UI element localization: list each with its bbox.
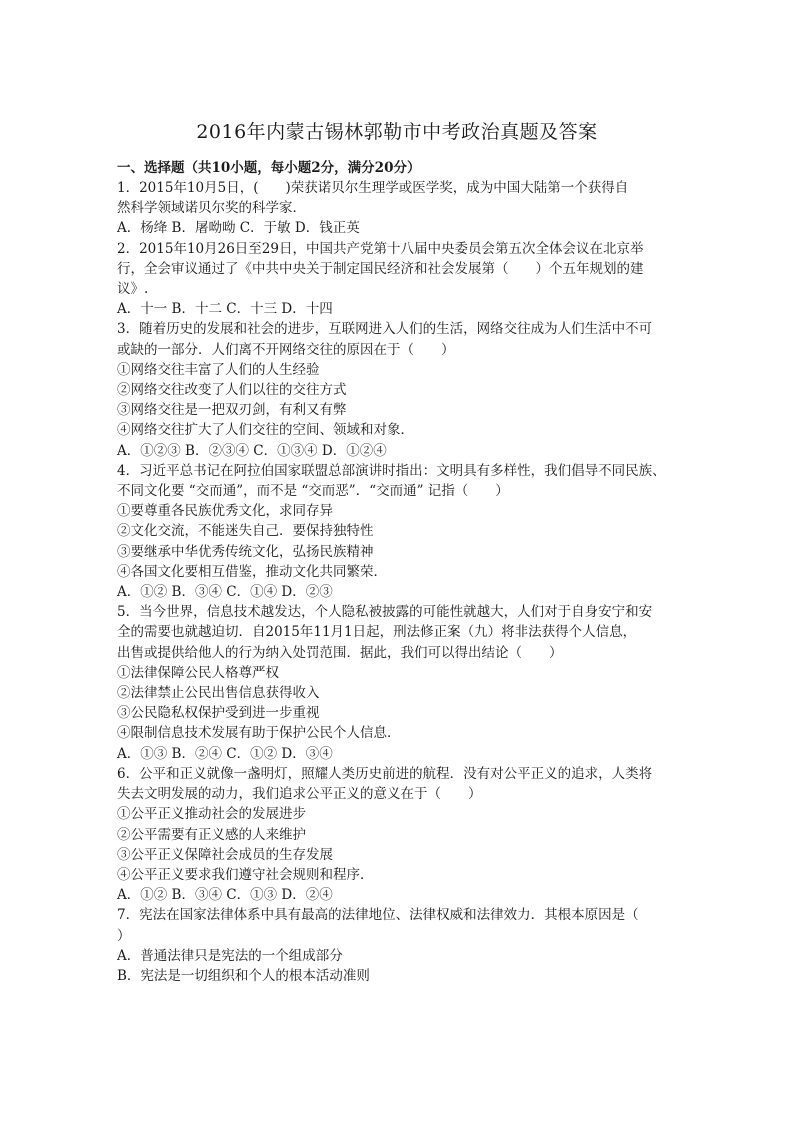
text-line: ③要继承中华优秀传统文化，弘扬民族精神	[117, 543, 374, 560]
text-line: ①网络交往丰富了人们的人生经验	[117, 361, 320, 378]
text-line: ④公平正义要求我们遵守社会规则和程序．	[117, 866, 374, 883]
text-line: A．①③ B．②④ C．①② D．③④	[117, 745, 333, 762]
text-line: 4．习近平总书记在阿拉伯国家联盟总部演讲时指出：文明具有多样性，我们倡导不同民族、	[117, 462, 666, 479]
text-line: ③网络交往是一把双刃剑，有利又有弊	[117, 402, 347, 419]
text-line: ②网络交往改变了人们以往的交往方式	[117, 382, 347, 399]
document-body	[117, 158, 687, 986]
text-line: ①公平正义推动社会的发展进步	[117, 806, 306, 823]
text-line: 行，全会审议通过了《中共中央关于制定国民经济和社会发展第（ ）个五年规划的建	[117, 260, 644, 277]
text-line: 1．2015年10月5日，( )荣获诺贝尔生理学或医学奖，成为中国大陆第一个获得自	[117, 180, 629, 196]
section-heading: 一、选择题（共10小题，每小题2分，满分20分）	[117, 160, 421, 176]
text-line: 不同文化要 “交而通”，而不是 “交而恶”．“交而通” 记指（ ）	[117, 483, 509, 500]
text-line: 7．宪法在国家法律体系中具有最高的法律地位、法律权威和法律效力．其根本原因是（	[117, 907, 639, 924]
text-line: ③公民隐私权保护受到进一步重视	[117, 705, 320, 722]
text-line: ②法律禁止公民出售信息获得收入	[117, 685, 320, 702]
text-line: ④网络交往扩大了人们交往的空间、领域和对象．	[117, 422, 414, 439]
text-line: A．①② B．③④ C．①③ D．②④	[117, 887, 333, 904]
text-line: ①要尊重各民族优秀文化，求同存异	[117, 503, 333, 520]
text-line: A．十一 B．十二 C．十三 D．十四	[117, 301, 333, 318]
text-line: A．杨绛 B．屠呦呦 C．于敏 D．钱正英	[117, 220, 360, 237]
text-line: ①法律保障公民人格尊严权	[117, 664, 279, 681]
text-line: 议》.	[117, 281, 149, 298]
text-line: 出售或提供给他人的行为纳入处罚范围．据此，我们可以得出结论（ ）	[117, 644, 563, 661]
text-line: 3．随着历史的发展和社会的进步，互联网进入人们的生活，网络交往成为人们生活中不可	[117, 321, 653, 338]
text-line: A．①② B．③④ C．①④ D．②③	[117, 584, 333, 601]
text-line: ④限制信息技术发展有助于保护公民个人信息．	[117, 725, 401, 742]
text-line: 或缺的一部分．人们离不开网络交往的原因在于（ ）	[117, 341, 455, 358]
text-line: 失去文明发展的动力，我们追求公平正义的意义在于（ ）	[117, 786, 482, 803]
text-line: 6．公平和正义就像一盏明灯，照耀人类历史前进的航程．没有对公平正义的追求，人类将	[117, 765, 653, 782]
text-line: ④各国文化要相互借鉴，推动文化共同繁荣．	[117, 563, 387, 580]
text-line: 全的需要也就越迫切．自2015年11月1日起，刑法修正案（九）将非法获得个人信息，	[117, 624, 637, 641]
question-lines	[117, 178, 687, 986]
text-line: A．普通法律只是宪法的一个组成部分	[117, 947, 343, 964]
text-line: ②文化交流，不能迷失自己．要保持独特性	[117, 523, 374, 540]
text-line: 5．当今世界，信息技术越发达，个人隐私被披露的可能性就越大，人们对于自身安宁和安	[117, 604, 653, 621]
text-line: A．①②③ B．②③④ C．①③④ D．①②④	[117, 442, 387, 459]
text-line: ③公平正义保障社会成员的生存发展	[117, 846, 333, 863]
text-line: ②公平需要有正义感的人来维护	[117, 826, 306, 843]
page-title: 2016年内蒙古锡林郭勒市中考政治真题及答案	[196, 120, 598, 143]
text-line: B．宪法是一切组织和个人的根本活动准则	[117, 967, 370, 984]
text-line: ）	[117, 927, 131, 944]
text-line: 2．2015年10月26日至29日，中国共产党第十八届中央委员会第五次全体会议在北京举	[117, 240, 644, 257]
text-line: 然科学领域诺贝尔奖的科学家．	[117, 200, 306, 217]
